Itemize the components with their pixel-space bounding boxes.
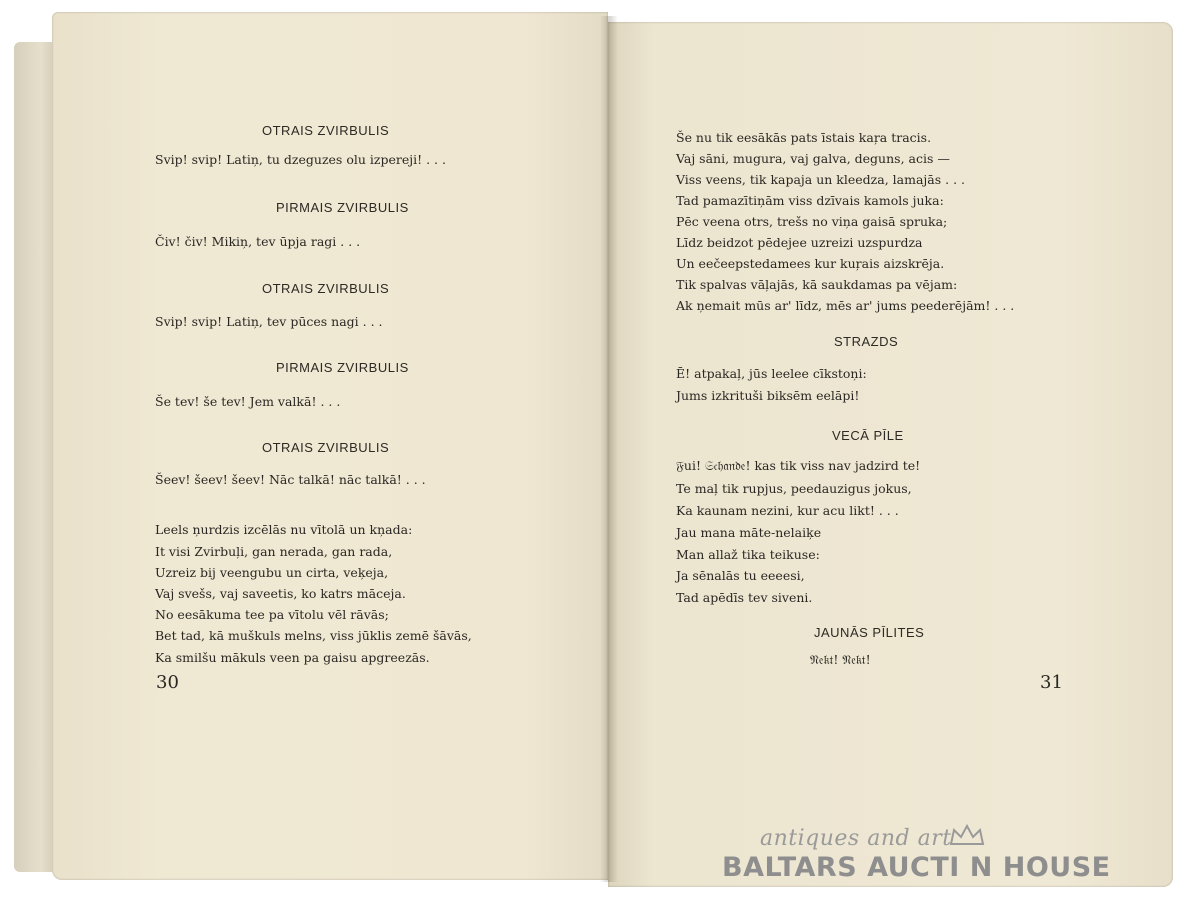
verse-line: Un eečeepstedamees kur kuŗais aizskrēja. (676, 256, 945, 271)
section-heading: OTRAIS ZVIRBULIS (262, 440, 390, 455)
watermark-tagline: antiques and art (760, 826, 952, 851)
dialogue-line: Šeev! šeev! šeev! Nāc talkā! nāc talkā! . . . (155, 472, 426, 487)
dialogue-line: Svip! svip! Latiņ, tu dzeguzes olu izpereji! . . . (155, 152, 446, 167)
verse-line: Pēc veena otrs, trešs no viņa gaisā spruka; (676, 214, 948, 229)
verse-line: Viss veens, tik kapaja un kleedza, lamajās . . . (676, 172, 965, 187)
page-number: 30 (156, 672, 179, 693)
section-heading: JAUNĀS PĪLITES (814, 625, 925, 640)
verse-line: Leels ņurdzis izcēlās nu vītolā un kņada: (155, 522, 413, 537)
verse-line: Tik spalvas vāļajās, kā saukdamas pa vējam: (676, 277, 958, 292)
verse-line: No eesākuma tee pa vītolu vēl rāvās; (155, 607, 389, 622)
crown-icon (948, 824, 986, 846)
page-number: 31 (1040, 672, 1063, 693)
section-heading: OTRAIS ZVIRBULIS (262, 123, 390, 138)
verse-line: Vaj sāni, mugura, vaj galva, deguns, acis — (676, 151, 950, 166)
dialogue-line: Ē! atpakaļ, jūs leelee cīkstoņi: (676, 366, 867, 381)
dialogue-line: Te maļ tik rupjus, peedauzigus jokus, (676, 481, 912, 496)
verse-line: Tad pamazītiņām viss dzīvais kamols juka: (676, 193, 944, 208)
verse-line: It visi Zvirbuļi, gan nerada, gan rada, (155, 544, 393, 559)
dialogue-line: Jums izkrituši biksēm eelāpi! (676, 388, 860, 403)
book-gutter (600, 16, 618, 882)
dialogue-line: 𝔉ui! 𝔖𝔠𝔥𝔞𝔫𝔡𝔢! kas tik viss nav jadzird te! (676, 458, 921, 473)
verse-line: Bet tad, kā muškuls melns, viss jūklis zemē šāvās, (155, 628, 472, 643)
dialogue-line: Tad apēdīs tev siveni. (676, 590, 813, 605)
dialogue-line: Svip! svip! Latiņ, tev pūces nagi . . . (155, 314, 383, 329)
verse-line: Ka smilšu mākuls veen pa gaisu apgreezās. (155, 650, 430, 665)
verse-line: Vaj svešs, vaj saveetis, ko katrs māceja. (155, 586, 406, 601)
dialogue-line: 𝔑𝔢𝔨𝔱! 𝔑𝔢𝔨𝔱! (810, 652, 871, 667)
dialogue-line: Jau mana māte-nelaiķe (676, 525, 822, 540)
dialogue-line: Še tev! še tev! Jem valkā! . . . (155, 394, 341, 409)
dialogue-line: Ka kaunam nezini, kur acu likt! . . . (676, 503, 899, 518)
verse-line: Ak ņemait mūs ar' līdz, mēs ar' jums peederējām! . . . (676, 298, 1015, 313)
section-heading: VECĀ PĪLE (832, 428, 904, 443)
section-heading: STRAZDS (834, 334, 899, 349)
verse-line: Še nu tik eesākās pats īstais kaŗa tracis. (676, 130, 932, 145)
dialogue-line: Man allaž tika teikuse: (676, 547, 820, 562)
watermark-logo: BALTARS AUCTI N HOUSE (722, 852, 1111, 883)
section-heading: PIRMAIS ZVIRBULIS (276, 200, 409, 215)
dialogue-line: Ja sēnalās tu eeeesi, (676, 568, 805, 583)
section-heading: PIRMAIS ZVIRBULIS (276, 360, 409, 375)
dialogue-line: Čiv! čiv! Mikiņ, tev ūpja ragi . . . (155, 234, 361, 249)
section-heading: OTRAIS ZVIRBULIS (262, 281, 390, 296)
verse-line: Uzreiz bij veengubu un cirta, veķeja, (155, 565, 389, 580)
verse-line: Līdz beidzot pēdejee uzreizi uzspurdza (676, 235, 923, 250)
